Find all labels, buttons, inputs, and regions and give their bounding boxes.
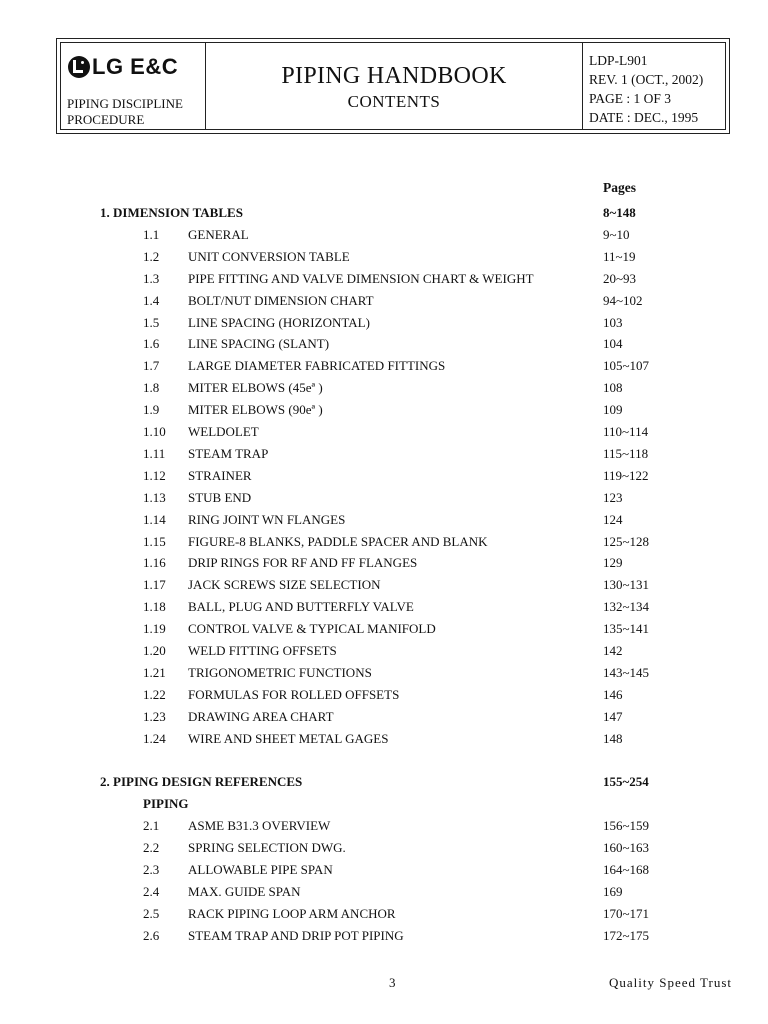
entry-title: STUB END xyxy=(188,489,252,505)
subsection-title: PIPING xyxy=(143,796,189,812)
toc-entry[interactable] xyxy=(0,729,768,749)
entry-pages: 148 xyxy=(603,730,623,746)
entry-number: 1.9 xyxy=(143,402,160,418)
entry-title: TRIGONOMETRIC FUNCTIONS xyxy=(188,664,372,680)
toc-entry[interactable] xyxy=(0,597,768,617)
entry-title: BALL, PLUG AND BUTTERFLY VALVE xyxy=(188,599,414,615)
toc-entry[interactable] xyxy=(0,707,768,727)
entry-pages: 110~114 xyxy=(603,424,649,439)
entry-title: DRAWING AREA CHART xyxy=(188,708,334,724)
entry-number: 1.19 xyxy=(143,621,166,637)
footer-slogan: Quality Speed Trust xyxy=(608,975,732,990)
entry-number: 2.3 xyxy=(143,862,160,877)
logo-text: LG E&C xyxy=(92,54,179,79)
entry-title: SPRING SELECTION DWG. xyxy=(188,840,346,856)
entry-pages: 143~145 xyxy=(603,664,650,680)
entry-title: WELDOLET xyxy=(188,424,259,439)
entry-number: 1.10 xyxy=(143,424,166,439)
entry-pages: 103 xyxy=(603,314,623,330)
entry-pages: 147 xyxy=(603,708,623,724)
entry-title: RING JOINT WN FLANGES xyxy=(188,511,346,527)
entry-pages: 125~128 xyxy=(603,533,650,549)
entry-number: 1.23 xyxy=(143,708,166,724)
entry-pages: 11~19 xyxy=(603,248,636,264)
toc-entry[interactable] xyxy=(0,510,768,530)
header-meta-cell xyxy=(583,43,725,129)
department-line-2: PROCEDURE xyxy=(67,112,145,127)
toc-entry[interactable] xyxy=(0,400,768,420)
entry-number: 1.16 xyxy=(143,555,166,571)
toc-entry[interactable] xyxy=(0,313,768,333)
entry-number: 1.3 xyxy=(143,270,160,286)
entry-number: 1.11 xyxy=(143,445,166,461)
entry-title: JACK SCREWS SIZE SELECTION xyxy=(188,577,381,593)
department-label xyxy=(67,96,183,128)
entry-pages: 130~131 xyxy=(603,577,650,593)
entry-pages: 170~171 xyxy=(603,905,650,921)
toc-entry[interactable] xyxy=(0,575,768,595)
entry-title: BOLT/NUT DIMENSION CHART xyxy=(188,292,374,308)
toc-entry[interactable] xyxy=(0,882,768,902)
toc-entry[interactable] xyxy=(0,532,768,552)
entry-pages: 94~102 xyxy=(603,292,643,308)
entry-pages: 172~175 xyxy=(603,927,650,943)
entry-number: 1.21 xyxy=(143,664,166,680)
section-pages: 8~148 xyxy=(603,205,636,220)
entry-pages: 160~163 xyxy=(603,840,650,856)
entry-pages: 20~93 xyxy=(603,270,637,286)
entry-pages: 135~141 xyxy=(603,621,650,637)
toc-entry[interactable] xyxy=(0,269,768,289)
footer-page-number: 3 xyxy=(389,975,396,990)
toc-entry[interactable] xyxy=(0,904,768,924)
subsection-heading xyxy=(0,794,768,814)
entry-title: LINE SPACING (SLANT) xyxy=(188,336,330,352)
entry-title: RACK PIPING LOOP ARM ANCHOR xyxy=(188,905,396,921)
entry-number: 2.1 xyxy=(143,818,160,834)
entry-number: 1.22 xyxy=(143,686,166,702)
toc-entry[interactable] xyxy=(0,378,768,398)
entry-number: 1.24 xyxy=(143,730,166,746)
entry-title: MAX. GUIDE SPAN xyxy=(188,883,301,899)
entry-number: 2.4 xyxy=(143,883,160,899)
entry-pages: 129 xyxy=(603,555,623,571)
page-count: PAGE : 1 OF 3 xyxy=(589,91,672,106)
entry-pages: 104 xyxy=(603,336,623,352)
entry-title: STEAM TRAP AND DRIP POT PIPING xyxy=(188,927,404,943)
entry-title: STRAINER xyxy=(188,467,252,483)
entry-title: LINE SPACING (HORIZONTAL) xyxy=(188,314,370,330)
document-subtitle: CONTENTS xyxy=(347,92,441,111)
toc-entry[interactable] xyxy=(0,247,768,267)
entry-title: FORMULAS FOR ROLLED OFFSETS xyxy=(188,686,400,702)
entry-number: 1.13 xyxy=(143,489,166,505)
entry-pages: 132~134 xyxy=(603,599,650,615)
lg-logo-icon xyxy=(68,56,90,78)
section-heading[interactable] xyxy=(0,772,768,792)
entry-pages: 123 xyxy=(603,489,623,505)
toc-entry[interactable] xyxy=(0,466,768,486)
document-header xyxy=(56,38,730,134)
entry-number: 1.17 xyxy=(143,577,166,593)
entry-pages: 124 xyxy=(603,511,623,527)
section-title: 1. DIMENSION TABLES xyxy=(100,205,243,220)
entry-title: LARGE DIAMETER FABRICATED FITTINGS xyxy=(188,358,446,374)
doc-number: LDP-L901 xyxy=(589,53,648,68)
entry-pages: 105~107 xyxy=(603,358,650,374)
doc-date: DATE : DEC., 1995 xyxy=(589,110,699,125)
entry-pages: 119~122 xyxy=(603,467,649,483)
entry-pages: 164~168 xyxy=(603,862,650,877)
toc-entry[interactable] xyxy=(0,838,768,858)
entry-number: 1.1 xyxy=(143,226,160,242)
entry-number: 1.5 xyxy=(143,314,160,330)
entry-pages: 109 xyxy=(603,402,623,418)
pages-column-header: Pages xyxy=(603,180,636,195)
header-company-cell xyxy=(61,43,206,129)
entry-title: MITER ELBOWS (45eª ) xyxy=(188,380,323,396)
entry-title: ASME B31.3 OVERVIEW xyxy=(188,818,331,834)
entry-title: MITER ELBOWS (90eª ) xyxy=(188,402,323,418)
toc-entry[interactable] xyxy=(0,291,768,311)
toc-entry[interactable] xyxy=(0,334,768,354)
entry-number: 1.18 xyxy=(143,599,166,615)
entry-title: WELD FITTING OFFSETS xyxy=(188,643,337,658)
toc-entry[interactable] xyxy=(0,926,768,946)
entry-number: 1.7 xyxy=(143,358,160,374)
toc-entry[interactable] xyxy=(0,422,768,442)
toc-entry[interactable] xyxy=(0,619,768,639)
toc-entry[interactable] xyxy=(0,816,768,836)
company-logo xyxy=(68,54,178,80)
entry-number: 1.12 xyxy=(143,467,166,483)
toc-entry[interactable] xyxy=(0,356,768,376)
entry-title: WIRE AND SHEET METAL GAGES xyxy=(188,730,389,746)
entry-title: FIGURE-8 BLANKS, PADDLE SPACER AND BLANK xyxy=(188,533,488,549)
entry-number: 2.2 xyxy=(143,840,160,856)
entry-number: 1.2 xyxy=(143,248,160,264)
revision: REV. 1 (OCT., 2002) xyxy=(589,72,704,87)
toc-entry[interactable] xyxy=(0,685,768,705)
toc-entry[interactable] xyxy=(0,488,768,508)
department-line-1: PIPING DISCIPLINE xyxy=(67,96,183,111)
entry-number: 1.20 xyxy=(143,643,166,658)
entry-title: GENERAL xyxy=(188,226,249,242)
entry-pages: 146 xyxy=(603,686,623,702)
entry-pages: 169 xyxy=(603,883,623,899)
document-title: PIPING HANDBOOK xyxy=(281,63,507,89)
entry-pages: 156~159 xyxy=(603,818,650,834)
entry-number: 1.8 xyxy=(143,380,160,396)
entry-title: UNIT CONVERSION TABLE xyxy=(188,248,350,264)
header-title-cell xyxy=(206,43,583,129)
entry-title: PIPE FITTING AND VALVE DIMENSION CHART & WEIGHT xyxy=(188,270,534,286)
entry-pages: 142 xyxy=(603,643,623,658)
section-title: 2. PIPING DESIGN REFERENCES xyxy=(100,774,303,790)
entry-pages: 9~10 xyxy=(603,226,630,242)
toc-entry[interactable] xyxy=(0,860,768,880)
entry-number: 2.6 xyxy=(143,927,160,943)
entry-pages: 115~118 xyxy=(603,445,649,461)
section-pages: 155~254 xyxy=(603,774,649,790)
entry-title: DRIP RINGS FOR RF AND FF FLANGES xyxy=(188,555,418,571)
entry-title: STEAM TRAP xyxy=(188,445,269,461)
entry-number: 1.14 xyxy=(143,511,166,527)
entry-number: 1.4 xyxy=(143,292,160,308)
entry-pages: 108 xyxy=(603,380,623,396)
entry-number: 2.5 xyxy=(143,905,160,921)
toc-entry[interactable] xyxy=(0,444,768,464)
entry-number: 1.6 xyxy=(143,336,160,352)
toc-entry[interactable] xyxy=(0,663,768,683)
header-table xyxy=(60,42,726,130)
entry-number: 1.15 xyxy=(143,533,166,549)
toc-entry[interactable] xyxy=(0,641,768,661)
toc-entry[interactable] xyxy=(0,225,768,245)
entry-title: ALLOWABLE PIPE SPAN xyxy=(188,862,333,877)
entry-title: CONTROL VALVE & TYPICAL MANIFOLD xyxy=(188,621,436,637)
section-heading[interactable] xyxy=(0,203,768,223)
toc-entry[interactable] xyxy=(0,553,768,573)
